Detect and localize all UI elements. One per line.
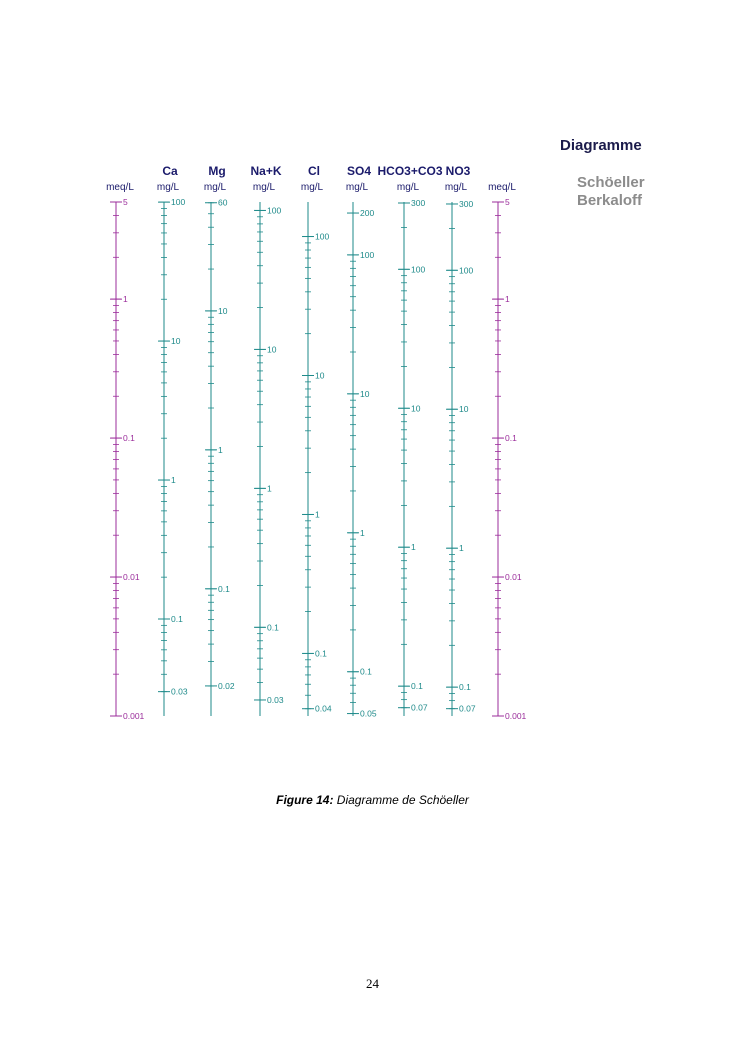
tick-label-meq-right: 0.1 [505,433,517,444]
unit-header-cl: mg/L [300,182,324,193]
figure-caption-label: Figure 14: [276,793,334,807]
unit-header-so4: mg/L [345,182,369,193]
tick-label-cl: 0.1 [315,648,327,659]
ion-header-hco3-co3: HCO3+CO3 [377,164,443,178]
tick-label-ca: 1 [171,475,176,486]
unit-header-mg: mg/L [203,182,227,193]
tick-label-meq-left: 0.001 [123,711,145,721]
tick-label-no3: 1 [459,543,464,554]
tick-label-ca: 0.1 [171,613,183,624]
ion-header-cl: Cl [308,164,320,178]
tick-label-hco3-co3: 300 [411,197,426,208]
tick-label-ca: 10 [171,336,181,347]
tick-label-hco3-co3: 100 [411,264,426,275]
tick-label-so4: 0.05 [360,708,377,719]
ion-header-na-k: Na+K [250,164,282,178]
tick-label-mg: 0.02 [218,680,235,691]
ion-header-no3: NO3 [445,164,471,178]
tick-label-no3: 100 [459,265,474,276]
unit-header-no3: mg/L [444,182,468,193]
tick-label-mg: 1 [218,444,223,455]
tick-label-hco3-co3: 1 [411,542,416,553]
tick-label-cl: 100 [315,231,330,242]
tick-label-cl: 10 [315,370,325,381]
ion-header-mg: Mg [208,164,226,178]
tick-label-hco3-co3: 0.1 [411,681,423,692]
tick-label-so4: 1 [360,527,365,538]
tick-label-so4: 0.1 [360,666,372,677]
tick-label-no3: 0.07 [459,703,476,714]
tick-label-hco3-co3: 10 [411,403,421,414]
tick-label-meq-right: 5 [505,197,510,207]
tick-label-ca: 0.03 [171,686,188,697]
diagram-title: Diagramme [560,137,642,154]
tick-label-na-k: 1 [267,483,272,494]
figure-caption-text: Diagramme de Schöeller [333,793,469,807]
tick-label-meq-left: 5 [123,197,128,207]
ion-header-ca: Ca [162,164,178,178]
unit-header-meq-right: meq/L [488,182,516,193]
tick-label-mg: 10 [218,305,228,316]
diagram-subtitle-line1: Schöeller [577,174,645,191]
tick-label-meq-right: 0.001 [505,711,527,721]
tick-label-ca: 100 [171,197,186,208]
diagram-subtitle-line2: Berkaloff [577,192,643,209]
page-number: 24 [366,976,379,991]
tick-label-so4: 200 [360,208,375,219]
tick-label-hco3-co3: 0.07 [411,702,428,713]
tick-label-so4: 100 [360,249,375,260]
tick-label-meq-left: 0.01 [123,572,140,583]
unit-header-hco3-co3: mg/L [396,182,420,193]
tick-label-meq-left: 0.1 [123,433,135,444]
tick-label-mg: 60 [218,197,228,208]
tick-label-na-k: 10 [267,344,277,355]
tick-label-no3: 0.1 [459,682,471,693]
tick-label-na-k: 0.03 [267,694,284,705]
unit-header-meq-left: meq/L [106,182,134,193]
tick-label-so4: 10 [360,388,370,399]
ion-header-so4: SO4 [346,164,372,178]
tick-label-cl: 1 [315,509,320,520]
tick-label-meq-right: 0.01 [505,572,522,583]
tick-label-meq-left: 1 [123,294,128,305]
unit-header-na-k: mg/L [252,182,276,193]
tick-label-meq-right: 1 [505,294,510,305]
tick-label-mg: 0.1 [218,583,230,594]
figure-caption [0,793,745,807]
tick-label-na-k: 0.1 [267,622,279,633]
tick-label-na-k: 100 [267,205,282,216]
unit-header-ca: mg/L [156,182,180,193]
tick-label-cl: 0.04 [315,703,332,714]
tick-label-no3: 300 [459,198,474,209]
tick-label-no3: 10 [459,404,469,415]
